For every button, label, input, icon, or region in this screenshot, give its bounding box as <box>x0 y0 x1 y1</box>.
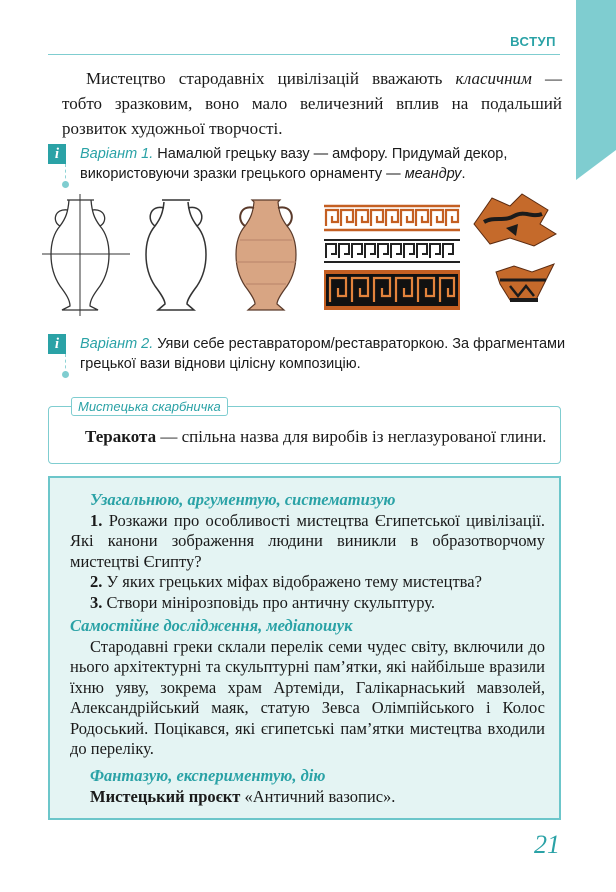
section-label: ВСТУП <box>510 34 556 49</box>
intro-paragraph <box>62 66 562 141</box>
intro-text: Мистецтво стародавніх цивілізацій вважають <box>86 69 456 88</box>
project-line <box>70 787 545 808</box>
header-rule <box>48 54 560 55</box>
question-3 <box>70 593 545 614</box>
task-dot-2 <box>62 371 69 378</box>
meander-patterns <box>324 204 460 312</box>
tasks-box <box>48 476 561 820</box>
vase-fragments <box>470 188 566 318</box>
q1-number: 1. <box>90 510 103 530</box>
variant-1-end: . <box>461 166 466 182</box>
research-text: Стародавні греки склали перелік семи чудес світу, включили до нього архітектурні та скульптурні пам’ятки, які найбільше вразили їхню уяву, зокрема храм Артеміди, Галікарнаський мавзолей, Александрійський маяк, статую Зевса Олімпійського і Колос Родоський. Поцікався, які єгипетські пам’ятки мистецтва входили до переліку. <box>70 636 545 758</box>
project-heading: Фантазую, експериментую, дію <box>90 766 326 785</box>
term-terracotta: Теракота <box>85 427 157 446</box>
research-section <box>70 616 545 760</box>
variant-2-task <box>80 334 568 374</box>
variant-2-text: Уяви себе реставратором/реставраторкою. За фрагментами грецької вази віднови цілісну композицію. <box>80 336 566 372</box>
q1-text: Розкажи про особливості мистецтва Єгипетської цивілізації. Які канони зображення людини виникли в образотворчому мистецтві Єгипту? <box>70 510 545 571</box>
amphora-outline <box>136 190 218 320</box>
variant-1-label: Варіант 1. <box>80 146 154 162</box>
variant-1-emphasis: меандру <box>404 166 462 182</box>
variant-2-label: Варіант 2. <box>80 336 154 352</box>
intro-emphasis: класичним <box>455 69 532 88</box>
page-number: 21 <box>534 830 560 859</box>
question-1 <box>70 511 545 573</box>
task-dot <box>62 181 69 188</box>
corner-tab <box>576 0 616 150</box>
variant-1-text: Намалюй грецьку вазу — амфору. Придумай декор, використовуючи зразки грецького орнаменту — <box>80 146 508 182</box>
summary-section <box>70 490 545 613</box>
treasury-definition <box>85 427 546 447</box>
art-treasury-box <box>48 399 561 464</box>
project-title: «Античний вазопис». <box>240 786 396 806</box>
amphora-sketch-construction <box>42 190 132 320</box>
q2-number: 2. <box>90 572 103 591</box>
term-definition: — спільна назва для виробів із неглазурованої глини. <box>156 427 547 446</box>
question-2 <box>70 572 545 593</box>
summary-heading: Узагальнюю, аргументую, систематизую <box>90 490 396 509</box>
variant-1-task <box>80 144 568 184</box>
amphora-terracotta <box>226 190 308 320</box>
intro-text-end: — тобто зразковим, воно мало величезний вплив на подальший розвиток художньої творчості. <box>62 69 563 138</box>
q3-number: 3. <box>90 592 103 612</box>
research-heading: Самостійне дослідження, медіапошук <box>70 616 353 635</box>
project-section <box>70 766 545 807</box>
q3-text: Створи мінірозповідь про античну скульптуру. <box>102 592 435 612</box>
project-label: Мистецький проєкт <box>90 786 241 806</box>
q2-text: У яких грецьких міфах відображено тему мистецтва? <box>102 572 482 591</box>
info-icon: i <box>48 144 66 164</box>
treasury-tag: Мистецька скарбничка <box>71 397 228 416</box>
info-icon-2: i <box>48 334 66 354</box>
